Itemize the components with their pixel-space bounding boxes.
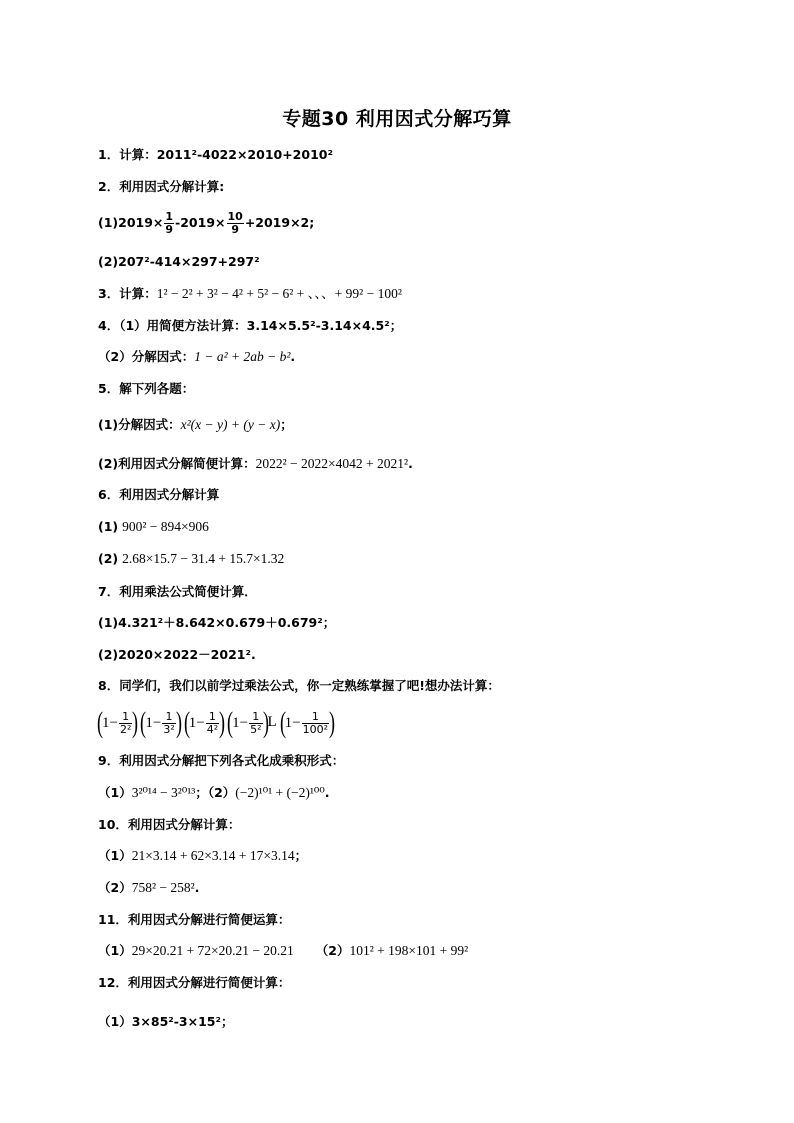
q4-part-2: （2）分解因式：1 − a² + 2ab − b². [98, 349, 296, 364]
q5-part-1: (1)分解因式：x²(x − y) + (y − x)； [98, 417, 293, 432]
q5p2-expr: 2022² − 2022×4042 + 2021² [255, 456, 409, 471]
q2-part-2: (2)207²-414×297+297² [98, 254, 260, 269]
q7-part-2: (2)2020×2022－2021². [98, 647, 256, 662]
q8-expression [98, 704, 334, 741]
q5p2-label: (2)利用因式分解简便计算： [98, 456, 256, 471]
q4p1-label: 4．（1）用简便方法计算： [98, 318, 247, 333]
q1-label: 1．计算： [98, 147, 157, 162]
q8-factor-1: (1− $\frac{1}{\text{2²}}$ ) [97, 706, 139, 739]
q4p2-label: （2）分解因式： [98, 349, 195, 364]
q10-part-1: （1）21×3.14 + 62×3.14 + 17×3.14； [98, 848, 308, 863]
q4p1-expr: 3.14×5.5²-3.14×4.5²； [246, 318, 403, 333]
question-12: 12．利用因式分解进行简便计算： [98, 975, 291, 990]
q2p1-mid: -2019× [175, 215, 226, 230]
q10p1-expr: 21×3.14 + 62×3.14 + 17×3.14 [131, 848, 295, 863]
q8-factor-last: (1− $\frac{1}{\text{100²}}$ ) [279, 706, 336, 739]
question-9: 9．利用因式分解把下列各式化成乘积形式： [98, 753, 345, 768]
question-6: 6．利用因式分解计算 [98, 487, 220, 502]
q12-part-1: （1）3×85²-3×15²； [98, 1014, 234, 1029]
q6p2-expr: 2.68×15.7 − 31.4 + 15.7×1.32 [122, 551, 285, 566]
question-1 [98, 146, 333, 164]
page-title: 专题30 利用因式分解巧算 [282, 108, 512, 130]
q8-factor-4: (1− $\frac{1}{\text{5²}}$ ) [227, 706, 269, 739]
fraction-10-9: $\frac{10}{9}$ [227, 210, 243, 236]
fraction-1-9: $\frac{1}{9}$ [165, 210, 174, 236]
q11p1-expr: 29×20.21 + 72×20.21 − 20.21 [131, 943, 294, 958]
question-7: 7．利用乘法公式简便计算． [98, 584, 257, 599]
q8-factor-3: (1− $\frac{1}{\text{4²}}$ ) [183, 706, 226, 739]
q6-part-1: (1) 900² − 894×906 [98, 519, 209, 534]
q2p1-prefix: (1)2019× [98, 215, 164, 230]
q5-part-2: (2)利用因式分解简便计算：2022² − 2022×4042 + 2021². [98, 456, 413, 471]
question-2: 2．利用因式分解计算: [98, 179, 225, 194]
q5p1-label: (1)分解因式： [98, 417, 181, 432]
question-3 [98, 285, 402, 303]
q5p1-expr: x²(x − y) + (y − x) [180, 417, 281, 432]
q7-part-1: (1)4.321²＋8.642×0.679＋0.679²； [98, 615, 336, 630]
q3-expr: 1² − 2² + 3² − 4² + 5² − 6² + 、、、+ 99² − 100² [156, 286, 402, 301]
q6-part-2: (2) 2.68×15.7 − 31.4 + 15.7×1.32 [98, 551, 285, 566]
q9p2-expr: (−2)¹⁰¹ + (−2)¹⁰⁰ [235, 785, 325, 800]
q8-factor-2: (1− $\frac{1}{\text{3²}}$ ) [140, 706, 182, 739]
q1-expr: 2011²-4022×2010+2010² [156, 147, 333, 162]
q3-label: 3．计算： [98, 286, 157, 301]
q10-part-2: （2）758² − 258². [98, 880, 200, 895]
question-10: 10．利用因式分解计算： [98, 817, 241, 832]
q9-parts: （1）3²⁰¹⁴ − 3²⁰¹³；（2）(−2)¹⁰¹ + (−2)¹⁰⁰. [98, 785, 330, 800]
q9p1-expr: 3²⁰¹⁴ − 3²⁰¹³ [131, 785, 196, 800]
question-8: 8．同学们，我们以前学过乘法公式，你一定熟练掌握了吧!想办法计算： [98, 678, 500, 693]
q11p2-expr: 101² + 198×101 + 99² [349, 943, 469, 958]
q8-ellipsis: L [267, 714, 277, 730]
q4p2-expr: 1 − a² + 2ab − b² [194, 349, 291, 364]
q2p1-suffix: +2019×2; [244, 215, 315, 230]
q2-part-1 [98, 208, 314, 238]
q6p1-expr: 900² − 894×906 [122, 519, 209, 534]
q10p2-expr: 758² − 258² [131, 880, 195, 895]
question-5: 5．解下列各题： [98, 381, 195, 396]
question-11: 11．利用因式分解进行简便运算： [98, 912, 291, 927]
q11-parts: （1）29×20.21 + 72×20.21 − 20.21 （2）101² + 198×101 + 99² [98, 943, 469, 958]
q4-part-1 [98, 317, 402, 335]
